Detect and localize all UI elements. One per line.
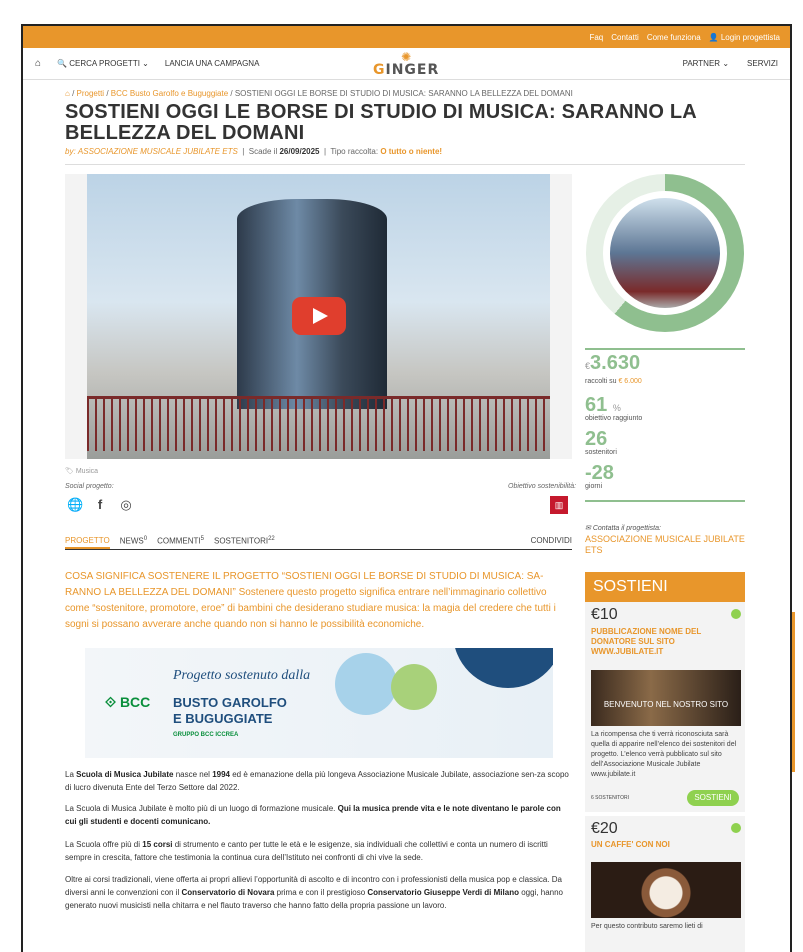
percent-value: 61	[585, 394, 608, 416]
chevron-down-icon: ⌄	[722, 59, 730, 68]
goal-value: € 6.000	[618, 378, 642, 385]
coffee-cup-image	[591, 862, 741, 918]
text: prima e con il prestigioso	[274, 888, 368, 897]
breadcrumb: ⌂ / Progetti / BCC Busto Garolfo e Buguggiate / SOSTIENI OGGI LE BORSE DI STUDIO DI MUSICA: SARANNO LA BELLEZZA DEL DOMANI	[65, 89, 573, 98]
project-meta: by: ASSOCIAZIONE MUSICALE JUBILATE ETS | Scade il 26/09/2025 | Tipo raccolta: O tutto o niente!	[65, 147, 443, 156]
text: ed è emanazione della più longeva Associazione Musicale Jubilate, associazione sen-za scopo di lucro divenuta Ente del Terzo Settore dal 2022.	[65, 770, 569, 792]
text-bold: 15 corsi	[142, 840, 173, 849]
text-bold: 1994	[212, 770, 230, 779]
contact-label	[585, 524, 661, 532]
sun-icon: ✺	[401, 50, 412, 64]
author-link[interactable]: ASSOCIAZIONE MUSICALE JUBILATE ETS	[77, 147, 238, 156]
banner-line1: Progetto sostenuto dalla	[173, 668, 311, 683]
days-label: giorni	[585, 483, 603, 490]
available-indicator	[731, 823, 741, 833]
social-label: Social progetto:	[65, 483, 114, 490]
available-indicator	[731, 609, 741, 619]
logo-g: G	[373, 62, 386, 78]
raised-label	[585, 378, 642, 385]
by-label: by:	[65, 147, 76, 156]
banner-line3: GRUPPO BCC ICCREA	[173, 732, 239, 738]
deadline-value: 26/09/2025	[279, 147, 320, 156]
mail-icon: ✉	[585, 525, 591, 532]
tab-comments-label: COMMENTI	[157, 536, 201, 546]
bcc-logo	[105, 694, 150, 711]
paragraph	[65, 802, 572, 828]
reward-image-caption: BENVENUTO NEL NOSTRO SITO	[603, 700, 729, 709]
nav-right	[683, 59, 778, 68]
home-icon[interactable]: ⌂	[35, 58, 42, 69]
video-player[interactable]	[65, 174, 572, 459]
sdg-label: Obiettivo sostenibilità:	[508, 483, 577, 490]
facebook-icon[interactable]: f	[97, 497, 103, 512]
text-bold: Conservatorio Giuseppe Verdi di Milano	[367, 888, 519, 897]
search-projects-label: CERCA PROGETTI	[69, 59, 140, 68]
banner-line2a: BUSTO GAROLFO	[173, 695, 287, 710]
deadline-label: Scade il	[248, 147, 278, 156]
chevron-down-icon: ⌄	[142, 59, 149, 68]
tab-news[interactable]	[120, 536, 147, 549]
text: nasce nel	[173, 770, 213, 779]
globe-icon[interactable]: 🌐	[67, 497, 84, 512]
how-it-works-link[interactable]: Come funziona	[646, 32, 701, 42]
bcc-logo-text: BCC	[119, 694, 151, 710]
tab-share[interactable]: CONDIVIDI	[530, 536, 572, 545]
text: La Scuola di Musica Jubilate è molto più di un luogo di formazione musicale.	[65, 804, 338, 813]
reward-supporters: 6 SOSTENITORI	[591, 795, 629, 801]
sostieni-button[interactable]: SOSTIENI	[687, 790, 739, 806]
ginger-logo[interactable]	[373, 52, 439, 78]
reward-amount: €10	[591, 606, 618, 623]
page-frame	[21, 24, 792, 952]
play-button[interactable]	[292, 297, 346, 335]
logo-rest: INGER	[385, 62, 440, 78]
comments-count: 5	[200, 536, 204, 542]
reward-description: La ricompensa che ti verrà riconosciuta sarà quella di apparire nell’elenco dei sostenitori del progetto. L’elenco verrà pubblicato sul sito dell’Associazione Musicale Jubilate www.jubilate.it	[591, 731, 737, 778]
tab-supporters-label: SOSTENITORI	[214, 536, 269, 546]
tab-supporters[interactable]	[214, 536, 275, 549]
paragraph	[65, 768, 572, 794]
sponsor-banner	[85, 648, 553, 758]
category-tag-label: Musica	[75, 468, 99, 475]
breadcrumb-bank[interactable]: BCC Busto Garolfo e Buguggiate	[110, 89, 229, 98]
reward-title: UN CAFFE' CON NOI	[591, 840, 670, 849]
percent-sign: %	[612, 403, 621, 413]
days-left: -28	[585, 462, 614, 484]
home-icon[interactable]: ⌂	[65, 89, 70, 98]
divider	[585, 348, 745, 350]
text: di strumento e canto per tutte le età e le esigenze, sia individuali che collettivi e conta un numero di iscritti sempre in crescita, fattore che testimonia la continua cura dell’Istituto nei confronti di chi vive la sede.	[65, 840, 548, 862]
text: La	[65, 770, 77, 779]
news-count: 0	[143, 536, 148, 542]
percent-reached	[585, 394, 621, 417]
project-tabs	[65, 536, 572, 550]
contacts-link[interactable]: Contatti	[611, 32, 639, 42]
text: Oltre ai corsi tradizionali, viene offerta ai propri allievi l’opportunità di ascolto e di incontro con i professionisti della musica pop e classica. Da diversi anni le convenzioni con il	[65, 875, 562, 897]
user-icon: 👤	[708, 32, 719, 42]
text: oggi, hanno generato nuovi musicisti nella chitarra e nel flauto traverso che hanno fatto della propria passione un lavoro.	[65, 888, 564, 910]
partner-menu[interactable]	[683, 59, 729, 68]
contact-link[interactable]: ASSOCIAZIONE MUSICALE JUBILATE ETS	[585, 534, 745, 555]
sdg-icon[interactable]: ▥	[550, 496, 568, 514]
raised-label-text: raccolti su	[585, 378, 617, 385]
tab-news-label: NEWS	[119, 536, 144, 546]
services-link[interactable]: SERVIZI	[747, 59, 778, 68]
tag-icon: 🏷	[65, 468, 74, 475]
login-link[interactable]	[709, 33, 780, 42]
project-thumbnail	[610, 198, 720, 308]
currency: €	[585, 361, 591, 371]
raised-value: 3.630	[590, 352, 641, 374]
bcc-logo-icon: ⟐	[105, 694, 117, 710]
faq-link[interactable]: Faq	[589, 32, 604, 42]
supporters-count: 22	[268, 536, 275, 542]
text-bold: Conservatorio di Novara	[181, 888, 275, 897]
scrollbar[interactable]	[792, 612, 795, 772]
banner-line2	[173, 695, 287, 727]
divider	[65, 164, 745, 165]
launch-campaign-link[interactable]: LANCIA UNA CAMPAGNA	[164, 59, 260, 68]
type-label: Tipo raccolta:	[330, 147, 379, 156]
page-title: SOSTIENI OGGI LE BORSE DI STUDIO DI MUSICA: SARANNO LA BELLEZZA DEL DOMANI	[65, 101, 697, 144]
main-nav	[23, 48, 790, 80]
raised-amount	[585, 352, 640, 375]
text: La Scuola offre più di	[65, 840, 143, 849]
reward-image	[591, 670, 741, 726]
reward-card[interactable]	[585, 816, 745, 952]
reward-description: Per questo contributo saremo lieti di	[591, 923, 703, 930]
instagram-icon[interactable]: ◎	[120, 497, 132, 512]
banner-line2b: E BUGUGGIATE	[173, 711, 273, 726]
paragraph	[65, 873, 572, 912]
top-bar	[23, 26, 790, 48]
sostieni-heading: SOSTIENI	[585, 572, 745, 602]
text-bold: Scuola di Musica Jubilate	[76, 770, 174, 779]
lead-text: COSA SIGNIFICA SOSTENERE IL PROGETTO “SOSTIENI OGGI LE BORSE DI STUDIO DI MUSICA: SA-RANNO LA BELLEZZA DEL DOMANI” Sostenere questo progetto significa entrare nell’immaginario collettivo come “sostenitore, promotore, eroe” di bambini che desiderano studiare musica: la magia del credere che tutti i sogni si possano avverare anche quando non si hanno le possibilità economiche.	[65, 571, 556, 630]
supporters-count: 26	[585, 428, 608, 450]
supporters-label: sostenitori	[585, 449, 617, 456]
balloon-image	[335, 653, 397, 715]
progress-donut	[586, 174, 744, 332]
contact-label-text: Contatta il progettista:	[592, 525, 661, 532]
tab-comments[interactable]	[157, 536, 204, 549]
partner-label: PARTNER	[682, 59, 721, 68]
category-tag[interactable]	[65, 467, 98, 475]
decorative-wave	[453, 648, 553, 688]
percent-label: obiettivo raggiunto	[585, 415, 643, 422]
reward-amount: €20	[591, 820, 618, 837]
fence-image	[87, 396, 550, 451]
reward-card[interactable]	[585, 602, 745, 812]
login-label: Login progettista	[720, 32, 780, 42]
divider	[585, 500, 745, 502]
social-icons	[67, 498, 133, 512]
text-bold: Qui la musica prende vita e le note diventano le parole con cui gli studenti e docenti comunicano.	[65, 804, 561, 826]
tab-project[interactable]: PROGETTO	[65, 536, 110, 549]
breadcrumb-projects[interactable]: Progetti	[76, 89, 105, 98]
reward-title: PUBBLICAZIONE NOME DEL DONATORE SUL SITO WWW.JUBILATE.IT	[591, 627, 702, 656]
search-projects-menu[interactable]	[57, 59, 149, 68]
type-value: O tutto o niente!	[380, 147, 443, 156]
balloon-image	[391, 664, 437, 710]
breadcrumb-current: SOSTIENI OGGI LE BORSE DI STUDIO DI MUSICA: SARANNO LA BELLEZZA DEL DOMANI	[234, 89, 573, 98]
paragraph	[65, 838, 572, 864]
search-icon: 🔍	[57, 59, 68, 68]
